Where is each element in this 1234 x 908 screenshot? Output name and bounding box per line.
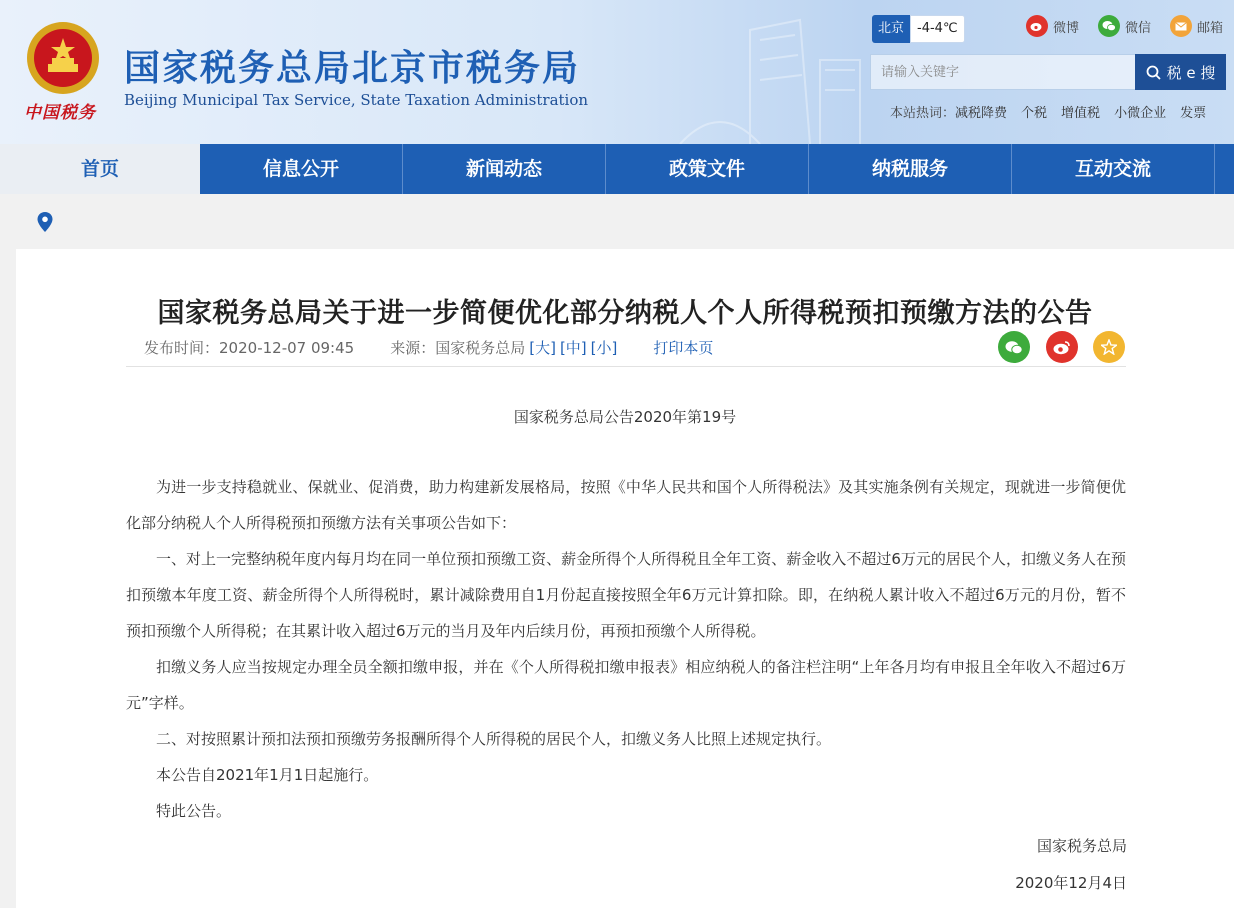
emblem-caption: 中国税务: [24, 103, 96, 123]
nav-item-news[interactable]: 新闻动态: [403, 144, 606, 194]
location-pin-icon: [37, 212, 53, 232]
hotwords-bar: [890, 102, 1206, 121]
nav-item-service[interactable]: 纳税服务: [809, 144, 1012, 194]
hotword-link[interactable]: 小微企业: [1114, 106, 1167, 121]
weibo-icon: [1026, 15, 1048, 37]
wechat-icon: [1005, 340, 1023, 355]
site-subtitle: Beijing Municipal Tax Service, State Taxation Administration: [124, 91, 589, 109]
article-title: 国家税务总局关于进一步简便优化部分纳税人个人所得税预扣预缴方法的公告: [157, 298, 1093, 329]
signature-org: 国家税务总局: [1036, 837, 1127, 855]
article-paragraph: 本公告自2021年1月1日起施行。: [156, 766, 379, 784]
font-size-medium-button[interactable]: [中]: [559, 339, 587, 357]
main-nav: [0, 144, 1234, 194]
search-box: [870, 54, 1226, 90]
mail-icon: [1170, 15, 1192, 37]
weather-city: 北京: [872, 15, 910, 43]
share-wechat-button[interactable]: [998, 331, 1030, 363]
print-button[interactable]: 打印本页: [653, 339, 714, 357]
font-size-large-button[interactable]: [大]: [529, 339, 556, 357]
weibo-icon: [1053, 340, 1071, 355]
hotword-link[interactable]: 减税降费: [955, 106, 1008, 121]
wechat-link[interactable]: [1098, 15, 1151, 37]
search-input[interactable]: [870, 54, 1135, 90]
search-button-label: 税 e 搜: [1166, 63, 1216, 82]
site-header: [0, 0, 1234, 144]
mail-link[interactable]: [1170, 15, 1223, 37]
source-label: 来源：: [390, 339, 436, 357]
document-number: 国家税务总局公告2020年第19号: [513, 408, 737, 426]
search-icon: [1146, 65, 1161, 80]
hotword-link[interactable]: 增值税: [1061, 106, 1101, 121]
nav-item-home[interactable]: 首页: [0, 144, 200, 194]
article-paragraph: 特此公告。: [156, 802, 232, 820]
wechat-icon: [1098, 15, 1120, 37]
hotword-link[interactable]: 发票: [1180, 106, 1207, 121]
wechat-label: 微信: [1125, 20, 1152, 36]
article-container: [16, 249, 1234, 908]
article-paragraph: 为进一步支持稳就业、保就业、促消费，助力构建新发展格局，按照《中华人民共和国个人所得税法》及其实施条例有关规定，现就进一步简便优化部分纳税人个人所得税预扣预缴方法有关事项公告如下：: [126, 478, 1126, 532]
article-paragraph: 扣缴义务人应当按规定办理全员全额扣缴申报，并在《个人所得税扣缴申报表》相应纳税人的备注栏注明“上年各月均有申报且全年收入不超过6万元”字样。: [126, 658, 1126, 712]
title-divider: [126, 366, 1126, 367]
article-paragraph: 一、对上一完整纳税年度内每月均在同一单位预扣预缴工资、薪金所得个人所得税且全年工资、薪金收入不超过6万元的居民个人，扣缴义务人在预扣预缴本年度工资、薪金所得个人所得税时，累计减除费用自1月份起直接按照全年6万元计算扣除。即，在纳税人累计收入不超过6万元的月份，暂不预扣预缴个人所得税；在其累计收入超过6万元的当月及年内后续月份，再预扣预缴个人所得税。: [126, 550, 1126, 640]
site-title[interactable]: 国家税务总局北京市税务局: [124, 48, 581, 89]
nav-item-policy[interactable]: 政策文件: [606, 144, 809, 194]
date-label: 发布时间：: [144, 339, 220, 357]
star-icon: [1101, 339, 1117, 355]
search-button[interactable]: [1135, 54, 1226, 90]
weather-temp: -4-4℃: [910, 15, 965, 43]
signature-date: 2020年12月4日: [1015, 874, 1127, 892]
cityscape-decoration: [560, 0, 920, 144]
source-value: 国家税务总局: [435, 339, 526, 357]
mail-label: 邮箱: [1197, 20, 1224, 36]
weibo-link[interactable]: [1026, 15, 1079, 37]
hotword-link[interactable]: 个税: [1021, 106, 1048, 121]
font-size-small-button[interactable]: [小]: [590, 339, 618, 357]
weibo-label: 微博: [1053, 20, 1080, 36]
publish-date: 2020-12-07 09:45: [219, 338, 355, 357]
share-weibo-button[interactable]: [1046, 331, 1078, 363]
nav-item-info[interactable]: 信息公开: [200, 144, 403, 194]
weather-widget: [872, 15, 965, 43]
favorite-button[interactable]: [1093, 331, 1125, 363]
article-paragraph: 二、对按照累计预扣法预扣预缴劳务报酬所得个人所得税的居民个人，扣缴义务人比照上述规定执行。: [156, 730, 832, 748]
article-meta: [144, 337, 713, 358]
nav-item-interact[interactable]: 互动交流: [1012, 144, 1215, 194]
breadcrumb: [0, 194, 1234, 249]
article-body: [126, 469, 1126, 829]
hotwords-label: 本站热词：: [890, 106, 956, 121]
